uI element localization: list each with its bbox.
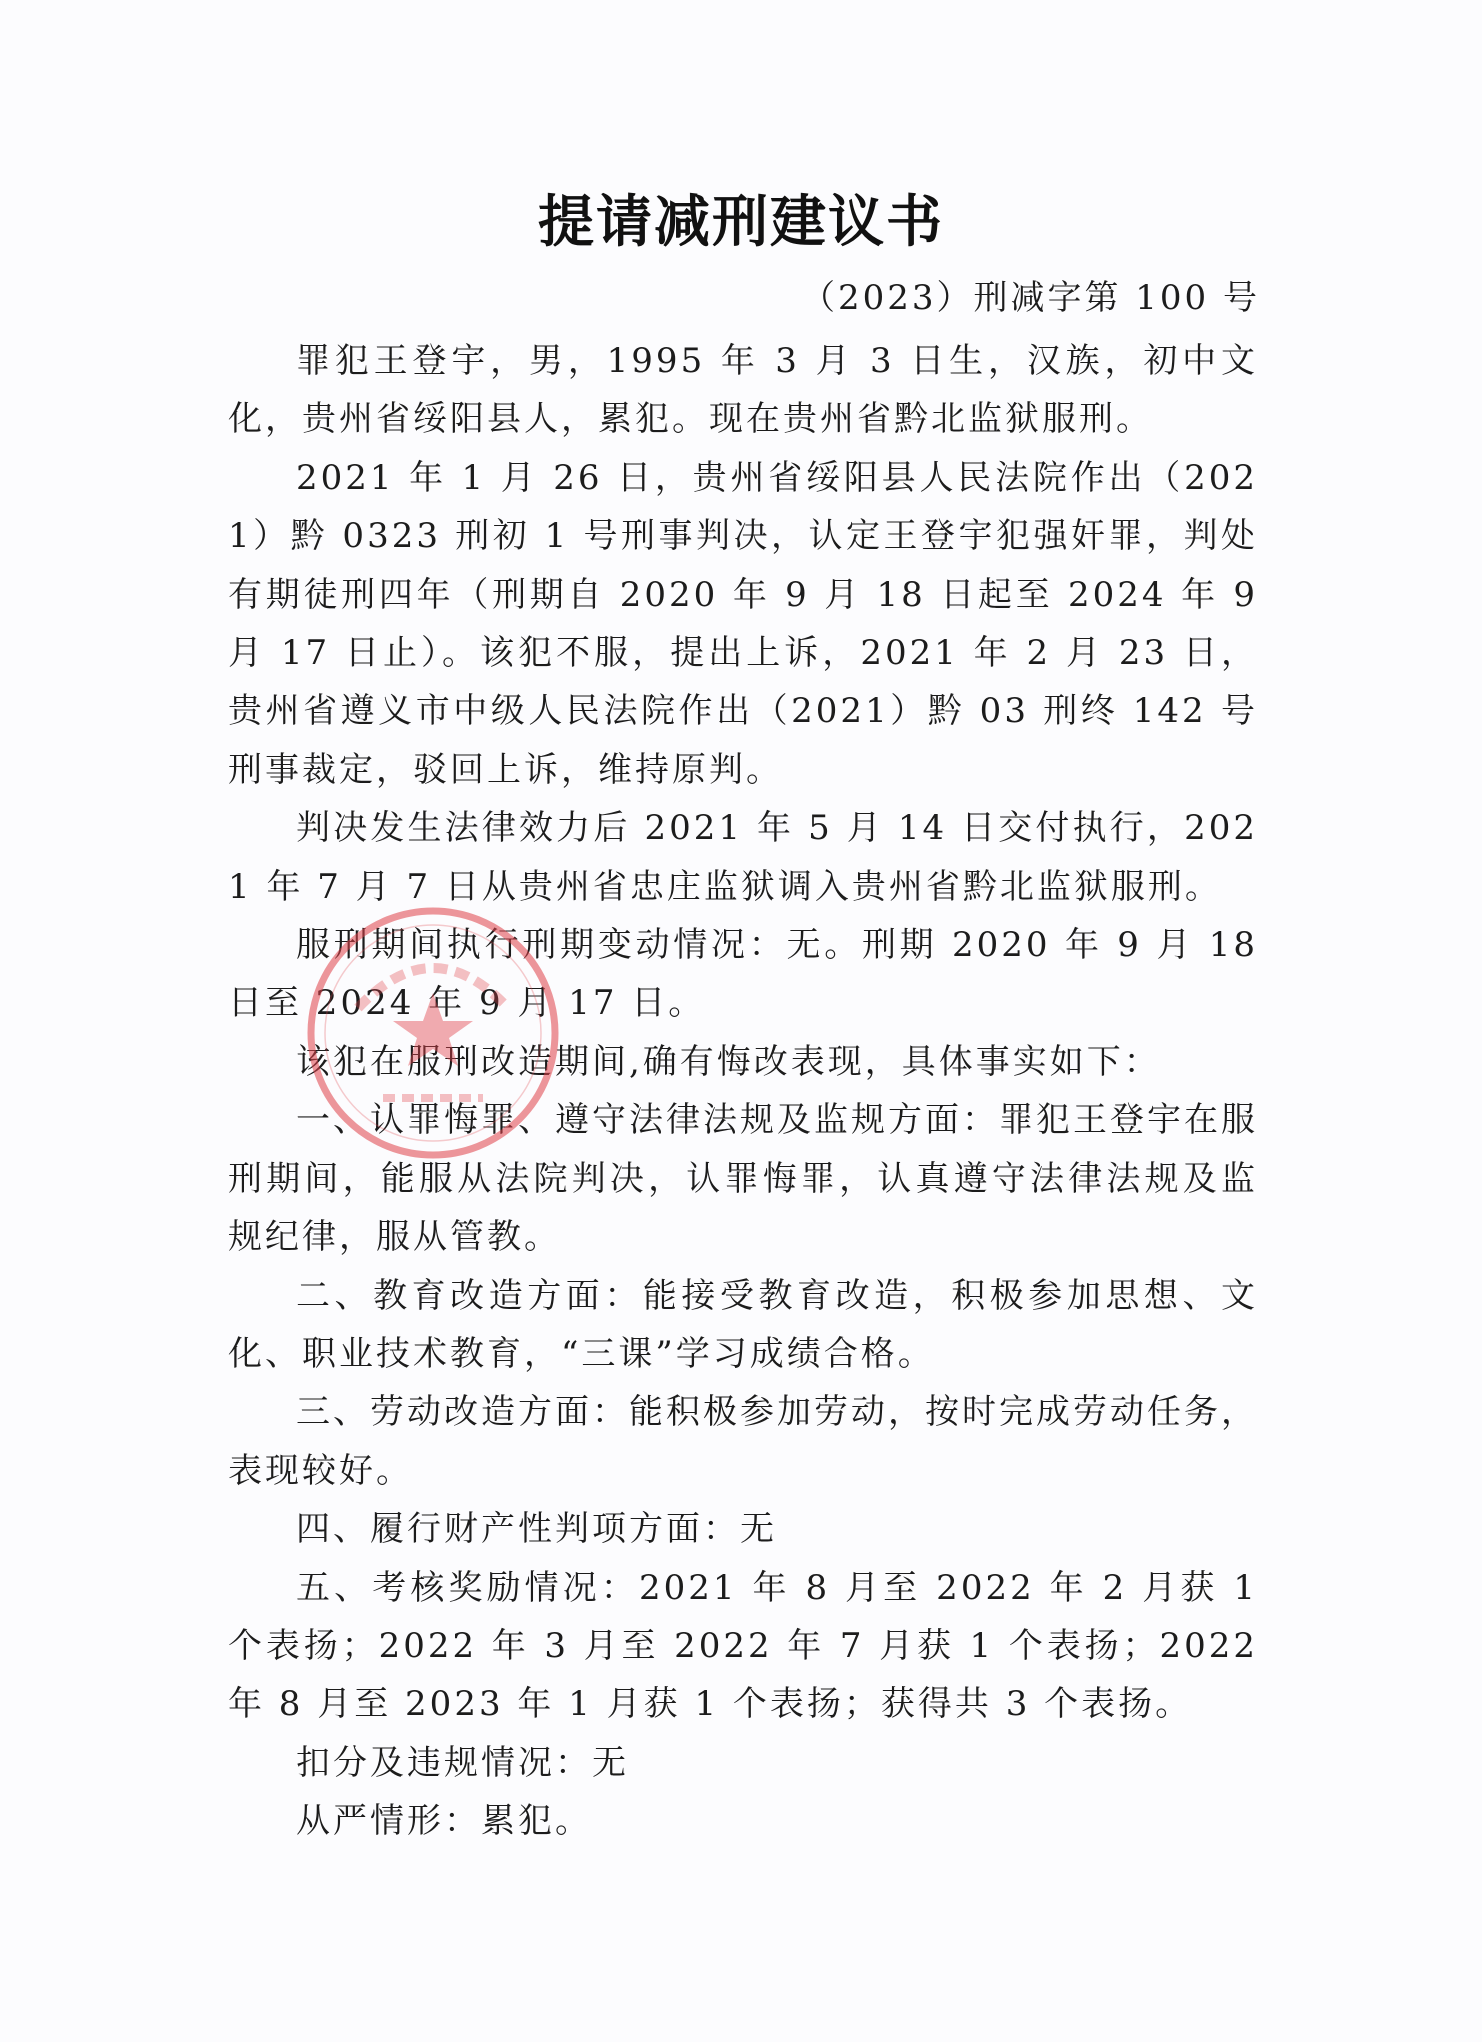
paragraph-execution: 判决发生法律效力后 2021 年 5 月 14 日交付执行，2021 年 7 月 7 日从贵州省忠庄监狱调入贵州省黔北监狱服刑。 <box>228 808 1258 907</box>
document-body <box>228 332 1258 1851</box>
document-number: （2023）刑减字第 100 号 <box>800 278 1260 318</box>
paragraph-education: 二、教育改造方面：能接受教育改造，积极参加思想、文化、职业技术教育，“三课”学习成绩合格。 <box>228 1275 1258 1374</box>
paragraph-remorse-intro: 该犯在服刑改造期间,确有悔改表现，具体事实如下： <box>296 1041 1161 1082</box>
paragraph-sentence-change: 服刑期间执行刑期变动情况：无。刑期 2020 年 9 月 18 日至 2024 年 9 月 17 日。 <box>228 925 1258 1024</box>
paragraph-law-compliance: 一、认罪悔罪、遵守法律法规及监规方面：罪犯王登宇在服刑期间，能服从法院判决，认罪悔罪，认真遵守法律法规及监规纪律，服从管教。 <box>228 1100 1258 1258</box>
paragraph-rewards: 五、考核奖励情况：2021 年 8 月至 2022 年 2 月获 1 个表扬；2022 年 3 月至 2022 年 7 月获 1 个表扬；2022 年 8 月至 2023 年 1 月获 1 个表扬；获得共 3 个表扬。 <box>228 1567 1258 1725</box>
paragraph-judgment: 2021 年 1 月 26 日，贵州省绥阳县人民法院作出（2021）黔 0323 刑初 1 号刑事判决，认定王登宇犯强奸罪，判处有期徒刑四年（刑期自 2020 年 9 月 18 日起至 2024 年 9 月 17 日止）。该犯不服，提出上诉，2021 年 2 月 23 日，贵州省遵义市中级人民法院作出（2021）黔 03 刑终 142 号刑事裁定，驳回上诉，维持原判。 <box>228 457 1258 790</box>
paragraph-personal-info: 罪犯王登宇，男，1995 年 3 月 3 日生，汉族，初中文化，贵州省绥阳县人，累犯。现在贵州省黔北监狱服刑。 <box>228 341 1258 440</box>
document-title: 提请减刑建议书 <box>538 190 944 255</box>
paragraph-violations: 扣分及违规情况：无 <box>296 1742 629 1783</box>
paragraph-labor: 三、劳动改造方面：能积极参加劳动，按时完成劳动任务，表现较好。 <box>228 1392 1258 1491</box>
paragraph-aggravation: 从严情形：累犯。 <box>296 1801 592 1842</box>
paragraph-property: 四、履行财产性判项方面：无 <box>296 1509 777 1550</box>
